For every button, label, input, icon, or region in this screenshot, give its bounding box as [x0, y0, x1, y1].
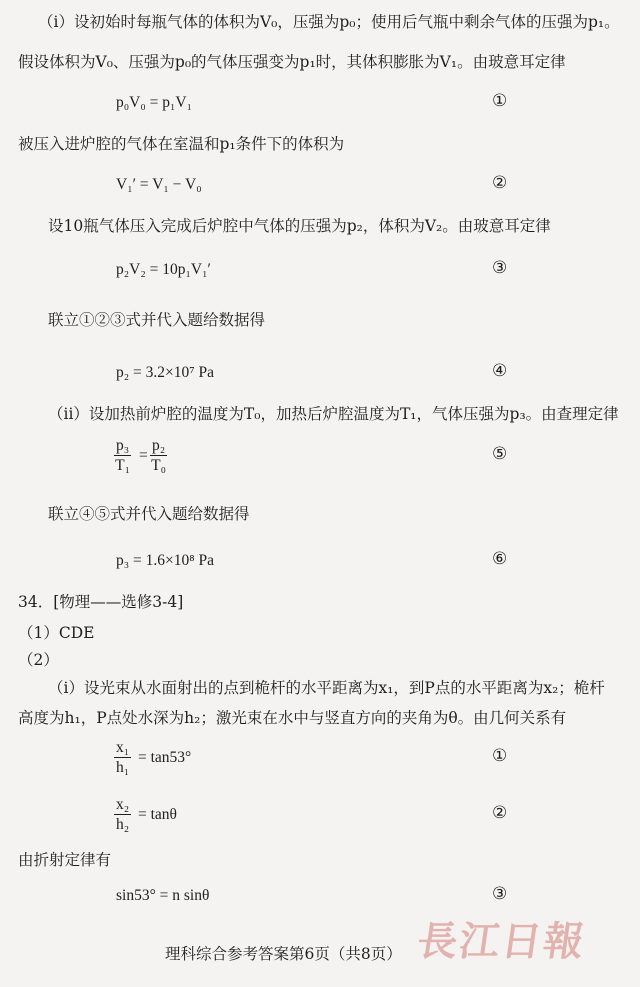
text-line: 联立①②③式并代入题给数据得 [48, 311, 266, 329]
text-line: （i）设光束从水面射出的点到桅杆的水平距离为x₁，到P点的水平距离为x₂；桅杆 [48, 679, 605, 697]
equation: p₂ = 3.2×10⁷ Pa [116, 364, 215, 381]
text-line: 联立④⑤式并代入题给数据得 [48, 505, 250, 523]
fraction [114, 795, 131, 834]
numerator: p₃ [116, 437, 130, 454]
equation: p₀V₀ = p₁V₁ [116, 94, 192, 111]
denominator: T₀ [151, 457, 167, 474]
equation: sin53° = n sinθ [116, 887, 210, 904]
equation-number: ④ [492, 361, 508, 381]
denominator: h₁ [116, 759, 130, 776]
denominator: T₁ [115, 457, 131, 474]
equation: V₁′ = V₁ − V₀ [116, 176, 202, 193]
text-line: （i）设初始时每瓶气体的体积为V₀，压强为p₀；使用后气瓶中剩余气体的压强为p₁。 [38, 13, 620, 31]
equation-number: ② [492, 173, 508, 193]
text-line: 被压入进炉腔的气体在室温和p₁条件下的体积为 [18, 135, 345, 153]
equation-number: ② [492, 803, 508, 823]
fraction [150, 436, 167, 475]
numerator: p₂ [152, 437, 166, 454]
equation-number: ⑥ [492, 549, 508, 569]
denominator: h₂ [116, 816, 130, 833]
text-line: 设10瓶气体压入完成后炉腔中气体的压强为p₂，体积为V₂。由玻意耳定律 [48, 217, 551, 235]
text-line: （ii）设加热前炉腔的温度为T₀，加热后炉腔温度为T₁，气体压强为p₃。由查理定律 [48, 405, 619, 423]
numerator: x₁ [116, 739, 130, 756]
equation: p₂V₂ = 10p₁V₁′ [116, 261, 211, 278]
equation-number: ① [492, 746, 508, 766]
fraction [114, 436, 131, 475]
numerator: x₂ [116, 796, 130, 813]
answer-line: （1）CDE [18, 624, 95, 642]
text-line: 高度为h₁，P点处水深为h₂；激光束在水中与竖直方向的夹角为θ。由几何关系有 [18, 709, 567, 727]
fraction [114, 738, 131, 777]
equation-number: ③ [492, 884, 508, 904]
equation-number: ③ [492, 258, 508, 278]
equation-number: ① [492, 91, 508, 111]
equation-rest: = tanθ [138, 806, 177, 823]
section-heading: 34．[物理——选修3-4] [18, 593, 184, 611]
watermark-logo: 長江日報 [414, 918, 589, 965]
text-line: 由折射定律有 [18, 851, 112, 869]
equation-rest: = tan53° [138, 749, 192, 766]
answer-line: （2） [18, 651, 59, 669]
text-line: 假设体积为V₀、压强为p₀的气体压强变为p₁时，其体积膨胀为V₁。由玻意耳定律 [18, 53, 566, 71]
equation: p₃ = 1.6×10⁸ Pa [116, 552, 215, 569]
equals-sign: = [139, 447, 148, 464]
equation-number: ⑤ [492, 444, 508, 464]
page-footer: 理科综合参考答案第6页（共8页） [165, 945, 402, 963]
